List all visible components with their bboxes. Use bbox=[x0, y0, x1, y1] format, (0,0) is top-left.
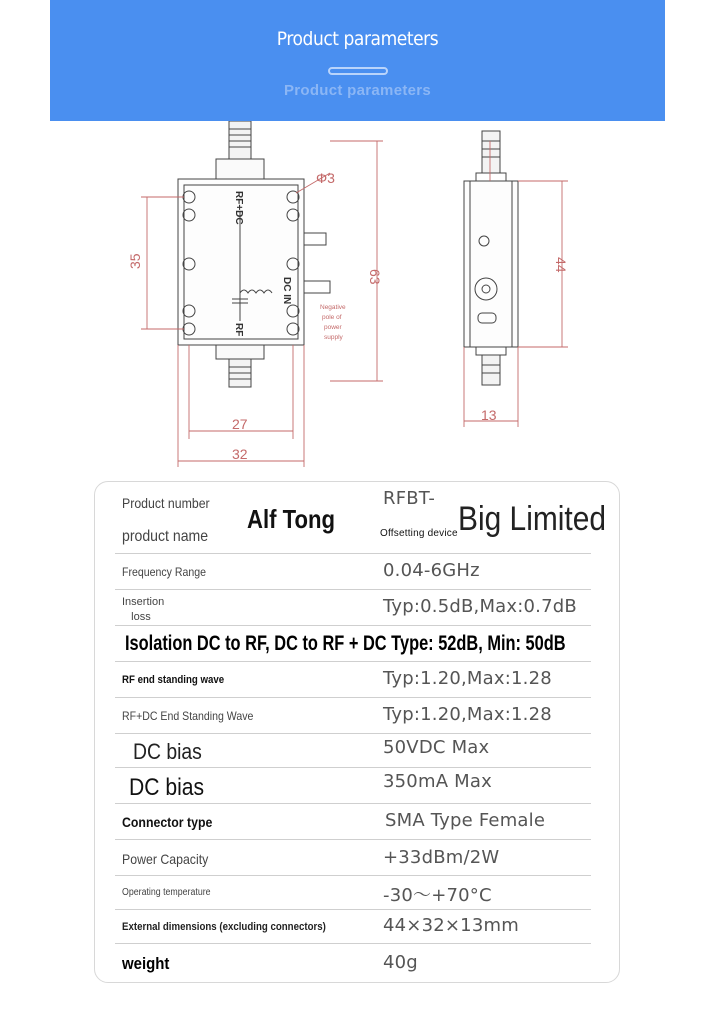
dim-side-height: 44 bbox=[553, 257, 569, 273]
side-view bbox=[464, 131, 518, 385]
row-value: 44×32×13mm bbox=[383, 915, 519, 936]
row-value: SMA Type Female bbox=[385, 810, 546, 831]
row-label: Power Capacity bbox=[122, 851, 209, 867]
note-line-4: supply bbox=[324, 334, 343, 341]
row-value: RFBT- bbox=[383, 488, 436, 509]
row-label: Frequency Range bbox=[122, 565, 206, 579]
table-row bbox=[115, 662, 591, 698]
technical-drawing bbox=[0, 121, 716, 481]
title-divider bbox=[328, 67, 388, 75]
table-row bbox=[115, 698, 591, 734]
dim-height-total: 63 bbox=[367, 269, 383, 285]
label-rf: RF bbox=[233, 323, 244, 337]
page-title: Product parameters bbox=[276, 28, 439, 50]
front-view bbox=[178, 121, 330, 387]
table-row bbox=[115, 482, 607, 554]
row-value: 350mA Max bbox=[383, 771, 492, 792]
note-line-3: power bbox=[324, 324, 342, 331]
dim-width-inner: 27 bbox=[232, 416, 248, 432]
row-value: Typ:1.20,Max:1.28 bbox=[383, 704, 552, 725]
row-label: DC bias bbox=[129, 774, 205, 801]
parameters-table bbox=[94, 481, 620, 983]
page-subtitle: Product parameters bbox=[283, 82, 432, 99]
table-row bbox=[115, 590, 591, 626]
row-label: DC bias bbox=[133, 739, 202, 764]
row-value: -30〜+70°C bbox=[383, 885, 492, 906]
note-line-1: Negative bbox=[320, 304, 346, 311]
header-banner bbox=[50, 0, 665, 121]
row-label: Isolation DC to RF, DC to RF + DC Type: 52dB, Min: 50dB bbox=[125, 632, 566, 655]
table-row bbox=[115, 554, 591, 590]
drawing-svg bbox=[0, 121, 716, 481]
row-label: External dimensions (excluding connectors) bbox=[122, 921, 326, 933]
row-label: weight bbox=[122, 954, 170, 973]
dim-side-width: 13 bbox=[481, 407, 497, 423]
table-row bbox=[115, 944, 591, 982]
table-row bbox=[115, 840, 591, 876]
overlay-label-left: Alf Tong bbox=[247, 504, 335, 534]
row-label: Insertion loss bbox=[122, 596, 165, 623]
overlay-label-right: Big Limited bbox=[458, 500, 607, 538]
dim-hole-diameter: Φ3 bbox=[316, 170, 335, 186]
label-rf-dc: RF+DC bbox=[233, 191, 244, 225]
table-row bbox=[115, 734, 591, 768]
row-label: Connector type bbox=[122, 814, 213, 830]
row-value: 40g bbox=[383, 952, 418, 973]
row-value: +33dBm/2W bbox=[383, 847, 500, 868]
table-row bbox=[115, 768, 591, 804]
table-row bbox=[115, 626, 591, 662]
note-line-2: pole of bbox=[322, 314, 342, 321]
row-label: RF end standing wave bbox=[122, 674, 225, 686]
row-value: Typ:1.20,Max:1.28 bbox=[383, 668, 552, 689]
dim-height-inner: 35 bbox=[127, 253, 143, 269]
row-label: product name bbox=[122, 528, 209, 545]
row-value: 0.04-6GHz bbox=[383, 560, 480, 581]
row-label: RF+DC End Standing Wave bbox=[122, 709, 254, 723]
row-value: Offsetting device bbox=[380, 528, 458, 539]
dim-width-total: 32 bbox=[232, 446, 248, 462]
table-row bbox=[115, 876, 591, 910]
table-row bbox=[115, 910, 591, 944]
row-value: Typ:0.5dB,Max:0.7dB bbox=[383, 596, 577, 617]
row-label: Operating temperature bbox=[122, 887, 211, 898]
row-label: Product number bbox=[122, 495, 210, 511]
label-dc-in: DC IN bbox=[281, 277, 292, 305]
table-row bbox=[115, 804, 591, 840]
row-value: 50VDC Max bbox=[383, 737, 490, 758]
